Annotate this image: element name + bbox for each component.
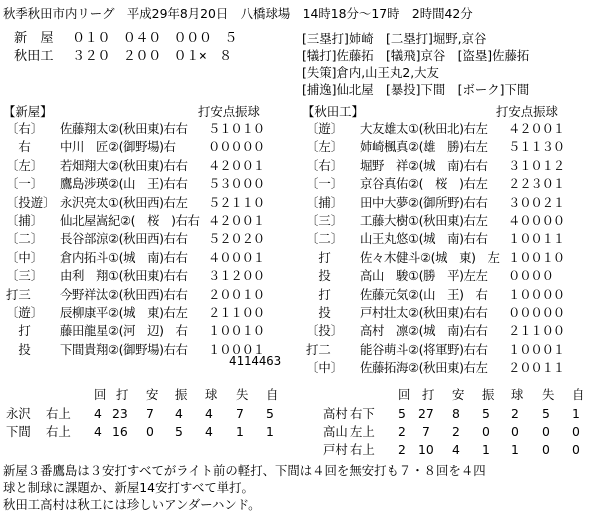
pitching-stat: 0 xyxy=(572,442,580,457)
player-name: 堀野 祥②(城 南)右右 xyxy=(360,157,488,173)
pitching-header: 自 xyxy=(266,387,279,402)
player-name: 工藤大樹①(秋田東)右左 xyxy=(360,213,488,228)
linescore-team-name: 秋田工 xyxy=(14,49,54,64)
player-stats: ０００００ xyxy=(508,305,564,320)
pitcher-throws: 右上 xyxy=(46,406,71,421)
pitching-stat: 0 xyxy=(542,442,550,457)
game-note: [捕逸]仙北屋 [暴投]下間 [ボーク]下間 xyxy=(302,82,530,97)
pitching-stat: 4 xyxy=(205,424,213,439)
pitcher-name: 下間 xyxy=(6,424,31,439)
pitching-header: 打 xyxy=(422,387,435,402)
player-position: 右 xyxy=(6,139,44,155)
player-name: 倉内拓斗①(城 南)右右 xyxy=(60,249,188,265)
pitching-stat: 8 xyxy=(452,406,460,421)
player-name: 今野祥汰②(秋田西)右右 xyxy=(60,286,188,302)
shinya-total: 4114463 xyxy=(229,353,282,368)
player-position: 〔一〕 xyxy=(306,176,344,192)
pitching-stat: 5 xyxy=(482,406,490,421)
pitching-stat: 7 xyxy=(146,406,154,421)
player-stats: ４２００１ xyxy=(508,121,564,136)
commentary-line: 秋田工高村は秋工には珍しいアンダーハンド。 xyxy=(3,497,261,512)
player-position: 〔右〕 xyxy=(6,121,44,136)
player-stats: １００１０ xyxy=(508,249,564,265)
pitcher-name: 高山 xyxy=(323,424,348,439)
player-name: 高村 凛②(城 南)右右 xyxy=(360,323,488,339)
linescore-team-name: 新 屋 xyxy=(14,31,54,46)
player-position: 打三 xyxy=(6,286,31,302)
pitching-stat: 2 xyxy=(452,424,460,439)
player-name: 中川 匠②(御野場)右 xyxy=(60,139,176,155)
player-stats: ２２３０１ xyxy=(508,176,564,192)
player-position: 〔右〕 xyxy=(306,157,344,173)
player-position: 〔捕〕 xyxy=(6,213,44,228)
pitching-stat: 1 xyxy=(482,442,490,457)
pitching-stat: 4 xyxy=(205,406,213,421)
player-position: 〔左〕 xyxy=(306,139,344,155)
player-position: 〔左〕 xyxy=(6,157,44,173)
pitcher-name: 高村 xyxy=(323,406,348,421)
pitching-header: 回 xyxy=(94,387,107,402)
pitcher-name: 戸村 xyxy=(323,442,348,457)
pitcher-throws: 右上 xyxy=(46,424,71,439)
player-stats: ５１１３０ xyxy=(508,139,564,155)
linescore-innings: ０１０ ０４０ ０００ ５ xyxy=(72,31,237,46)
player-name: 田中大夢②(御所野)右右 xyxy=(360,194,488,210)
player-name: 若畑翔大②(秋田東)右右 xyxy=(60,157,188,173)
pitching-stat: 1 xyxy=(236,424,244,439)
team-header-shinya: 【新屋】 xyxy=(3,104,53,119)
team-header-akitako: 【秋田工】 xyxy=(302,104,364,119)
pitching-stat: 27 xyxy=(418,406,434,421)
pitching-stat: 5 xyxy=(266,406,274,421)
player-stats: ４００００ xyxy=(508,213,564,228)
pitching-stat: 5 xyxy=(175,424,183,439)
pitching-header: 振 xyxy=(175,387,188,402)
pitcher-name: 永沢 xyxy=(6,406,31,421)
player-name: 佐藤拓海②(秋田東)右左 xyxy=(360,360,488,376)
pitching-stat: 2 xyxy=(511,406,519,421)
player-position: 〔二〕 xyxy=(306,231,344,247)
pitching-header: 安 xyxy=(146,387,159,402)
commentary-line: 新屋３番鷹島は３安打すべてがライト前の軽打、下間は４回を無安打も７・８回を４四 xyxy=(3,463,486,478)
pitching-stat: 2 xyxy=(398,442,406,457)
player-position: 〔二〕 xyxy=(6,231,44,247)
pitching-header: 振 xyxy=(482,387,495,402)
player-name: 佐藤元気②(山 王) 右 xyxy=(360,286,488,302)
player-stats: ３００２１ xyxy=(508,194,564,210)
player-position: 〔三〕 xyxy=(306,213,344,228)
player-stats: １０００１ xyxy=(508,341,564,357)
pitching-stat: 7 xyxy=(236,406,244,421)
pitching-stat: 2 xyxy=(398,424,406,439)
player-name: 戸村壮太②(秋田東)右右 xyxy=(360,305,488,320)
player-name: 高山 駿①(勝 平)左左 xyxy=(360,268,488,284)
page-title: 秋季秋田市内リーグ 平成29年8月20日 八橋球場 14時18分～17時 2時間42分 xyxy=(3,6,473,21)
stat-header: 打安点振球 xyxy=(198,104,260,119)
player-stats: ２００１０ xyxy=(208,286,264,302)
player-position: 〔中〕 xyxy=(6,249,44,265)
pitching-stat: 1 xyxy=(572,406,580,421)
player-position: 〔捕〕 xyxy=(306,194,344,210)
player-position: 投 xyxy=(6,341,31,357)
pitching-stat: 1 xyxy=(266,424,274,439)
pitching-stat: 4 xyxy=(175,406,183,421)
player-name: 永沢亮太①(秋田西)右左 xyxy=(60,194,188,210)
game-note: [失策]倉内,山王丸2,大友 xyxy=(302,65,439,80)
player-position: 〔投遊〕 xyxy=(6,194,56,210)
player-stats: ５２１１０ xyxy=(208,194,264,210)
player-position: 打 xyxy=(6,323,31,339)
pitcher-throws: 右下 xyxy=(350,406,375,421)
player-name: 鷹島涉瑛②(山 王)右右 xyxy=(60,176,188,192)
pitching-stat: 16 xyxy=(112,424,128,439)
player-name: 佐々木健斗②(城 東) 左 xyxy=(360,249,500,265)
pitching-header: 回 xyxy=(398,387,411,402)
pitching-stat: 4 xyxy=(94,424,102,439)
player-stats: ００００ xyxy=(508,268,553,284)
player-position: 〔遊〕 xyxy=(306,121,344,136)
pitching-header: 失 xyxy=(542,387,555,402)
player-stats: ３１２００ xyxy=(208,268,264,284)
player-stats: ４２００１ xyxy=(208,157,264,173)
pitching-header: 自 xyxy=(572,387,585,402)
pitching-stat: 4 xyxy=(452,442,460,457)
pitcher-throws: 左上 xyxy=(350,424,375,439)
game-note: [犠打]佐藤拓 [犠飛]京谷 [盗塁]佐藤拓 xyxy=(302,48,530,63)
pitching-stat: 0 xyxy=(511,424,519,439)
pitching-stat: 0 xyxy=(542,424,550,439)
player-position: 投 xyxy=(306,305,331,320)
player-position: 〔遊〕 xyxy=(6,305,44,320)
player-name: 由利 翔①(秋田東)右右 xyxy=(60,268,188,284)
pitching-stat: 5 xyxy=(398,406,406,421)
pitching-header: 失 xyxy=(236,387,249,402)
pitching-header: 打 xyxy=(116,387,129,402)
pitching-stat: 23 xyxy=(112,406,128,421)
pitcher-throws: 右上 xyxy=(350,442,375,457)
player-name: 長谷部涼②(秋田西)右右 xyxy=(60,231,188,247)
player-stats: １００１１ xyxy=(508,231,564,247)
player-stats: ３１０１２ xyxy=(508,157,564,173)
player-stats: ２１１００ xyxy=(508,323,564,339)
player-name: 仙北屋嵩紀②( 桜 )右右 xyxy=(60,213,200,228)
player-name: 辰柳康平②(城 東)右左 xyxy=(60,305,188,320)
player-position: 打 xyxy=(306,286,331,302)
game-note: [三塁打]姉崎 [二塁打]堀野,京谷 xyxy=(302,31,487,46)
player-position: 投 xyxy=(306,268,331,284)
player-position: 〔投〕 xyxy=(306,323,344,339)
player-name: 藤田龍星②(河 辺) 右 xyxy=(60,323,188,339)
player-name: 姉崎楓真②(雄 勝)右左 xyxy=(360,139,488,155)
player-stats: １００００ xyxy=(508,286,564,302)
player-stats: １００１０ xyxy=(208,323,264,339)
player-stats: ４０００１ xyxy=(208,249,264,265)
player-stats: ２００１１ xyxy=(508,360,564,376)
pitching-stat: 5 xyxy=(542,406,550,421)
player-name: 京谷真佑②( 桜 )右左 xyxy=(360,176,488,192)
player-position: 〔中〕 xyxy=(306,360,344,376)
pitching-stat: 0 xyxy=(572,424,580,439)
player-stats: ２１１００ xyxy=(208,305,264,320)
player-stats: ０００００ xyxy=(208,139,264,155)
pitching-header: 球 xyxy=(205,387,218,402)
player-position: 打 xyxy=(306,249,331,265)
pitching-header: 安 xyxy=(452,387,465,402)
player-position: 打二 xyxy=(306,341,331,357)
pitching-stat: 10 xyxy=(418,442,434,457)
player-name: 山王丸悠①(城 南)右右 xyxy=(360,231,488,247)
pitching-header: 球 xyxy=(511,387,524,402)
commentary-line: 球と制球に課題か、新屋14安打すべて単打。 xyxy=(3,480,254,495)
player-name: 佐藤翔太②(秋田東)右右 xyxy=(60,121,188,136)
player-position: 〔三〕 xyxy=(6,268,44,284)
pitching-stat: 0 xyxy=(146,424,154,439)
pitching-stat: 7 xyxy=(422,424,430,439)
stat-header: 打安点振球 xyxy=(496,104,558,119)
player-stats: ５１０１０ xyxy=(208,121,264,136)
pitching-stat: 4 xyxy=(94,406,102,421)
pitching-stat: 1 xyxy=(511,442,519,457)
player-stats: ４２００１ xyxy=(208,213,264,228)
pitching-stat: 0 xyxy=(482,424,490,439)
player-name: 下間貴翔②(御野場)右右 xyxy=(60,341,188,357)
player-position: 〔一〕 xyxy=(6,176,44,192)
player-name: 能谷萌斗②(将軍野)右右 xyxy=(360,341,488,357)
player-stats: １０００１ xyxy=(208,341,264,357)
player-stats: ５２０２０ xyxy=(208,231,264,247)
player-stats: ５３０００ xyxy=(208,176,264,192)
linescore-innings: ３２０ ２００ ０１× ８ xyxy=(72,49,232,64)
player-name: 大友雄太①(秋田北)右左 xyxy=(360,121,488,136)
